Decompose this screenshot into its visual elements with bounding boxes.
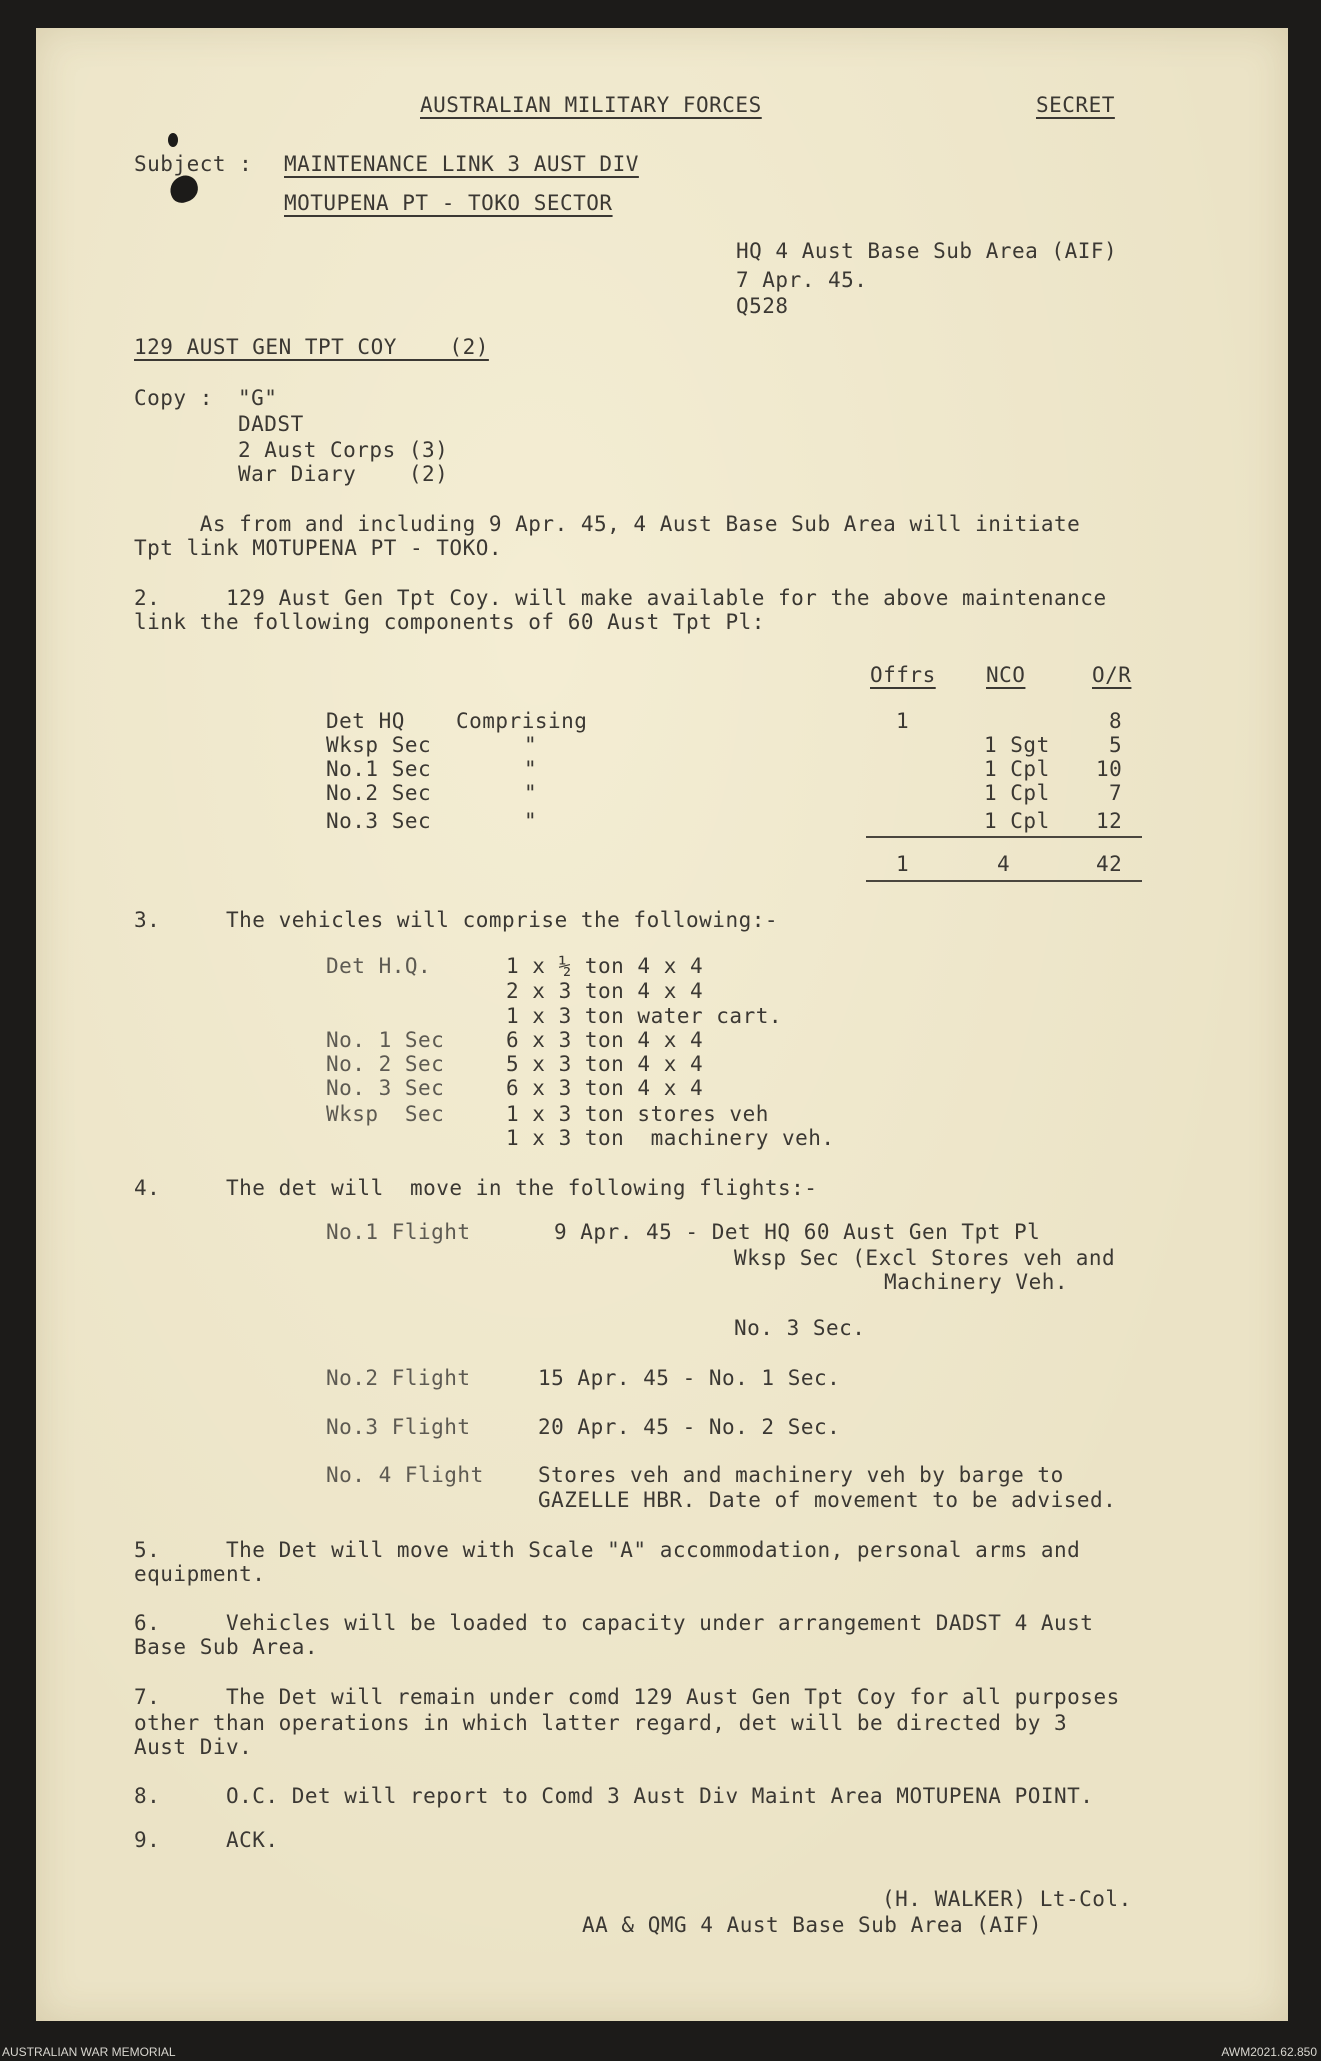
subject-line-1: MAINTENANCE LINK 3 AUST DIV (284, 152, 639, 176)
typed-memo (36, 28, 1288, 2021)
vehicle-unit: No. 3 Sec (326, 1076, 445, 1100)
column-header-or: O/R (1092, 663, 1132, 687)
archive-footer-left: AUSTRALIAN WAR MEMORIAL (2, 2045, 176, 2059)
paragraph-4-intro: 4. The det will move in the following flights:- (134, 1176, 818, 1200)
vehicle-item: 6 x 3 ton 4 x 4 (506, 1076, 704, 1100)
vehicle-item: 2 x 3 ton 4 x 4 (506, 979, 704, 1003)
table-row-note: " (524, 781, 538, 805)
vehicle-item: 5 x 3 ton 4 x 4 (506, 1052, 704, 1076)
memo-title: AUSTRALIAN MILITARY FORCES (420, 93, 762, 117)
vehicle-unit: Det H.Q. (326, 954, 432, 978)
archive-footer-right: AWM2021.62.850 (1221, 2045, 1317, 2059)
document-sheet (36, 28, 1288, 2021)
flight-detail: 9 Apr. 45 - Det HQ 60 Aust Gen Tpt Pl (554, 1220, 1041, 1244)
vehicle-item: 6 x 3 ton 4 x 4 (506, 1028, 704, 1052)
column-header-offrs: Offrs (870, 663, 936, 687)
table-row-unit: No.1 Sec (326, 757, 432, 781)
table-divider (866, 836, 1142, 838)
table-row-or: 10 (1096, 757, 1123, 781)
paragraph-7-line: Aust Div. (134, 1735, 253, 1759)
flight-label: No. 4 Flight (326, 1463, 484, 1487)
signature-name: (H. WALKER) Lt-Col. (882, 1887, 1132, 1911)
copy-recipient: "G" (238, 386, 278, 410)
vehicle-unit: No. 1 Sec (326, 1028, 445, 1052)
paragraph-3-intro: 3. The vehicles will comprise the following:- (134, 908, 779, 932)
table-row-nco: 1 Cpl (984, 757, 1050, 781)
copy-recipient: DADST (238, 412, 304, 436)
paragraph-8: 8. O.C. Det will report to Comd 3 Aust Div Maint Area MOTUPENA POINT. (134, 1784, 1094, 1808)
table-row-unit: Wksp Sec (326, 733, 432, 757)
total-offrs: 1 (896, 852, 910, 876)
addressee: 129 AUST GEN TPT COY (2) (134, 335, 489, 359)
paragraph-1-line: As from and including 9 Apr. 45, 4 Aust Base Sub Area will initiate (134, 512, 1081, 536)
flight-detail: No. 3 Sec. (734, 1316, 866, 1340)
paragraph-6-line: 6. Vehicles will be loaded to capacity under arrangement DADST 4 Aust (134, 1611, 1094, 1635)
subject-line-2: MOTUPENA PT - TOKO SECTOR (284, 191, 613, 215)
flight-label: No.1 Flight (326, 1220, 471, 1244)
table-row-unit: No.2 Sec (326, 781, 432, 805)
table-row-or: 8 (1109, 709, 1123, 733)
paragraph-2-line: 2. 129 Aust Gen Tpt Coy. will make available for the above maintenance (134, 586, 1107, 610)
signature-title: AA & QMG 4 Aust Base Sub Area (AIF) (582, 1913, 1043, 1937)
table-row-nco: 1 Cpl (984, 809, 1050, 833)
copy-label: Copy : (134, 386, 213, 410)
copy-recipient: War Diary (2) (238, 462, 449, 486)
flight-label: No.2 Flight (326, 1366, 471, 1390)
vehicle-item: 1 x 3 ton stores veh (506, 1102, 769, 1126)
origin-date: 7 Apr. 45. (736, 268, 868, 292)
table-row-note: " (524, 809, 538, 833)
table-row-offrs: 1 (896, 709, 910, 733)
flight-detail: Stores veh and machinery veh by barge to (538, 1463, 1064, 1487)
flight-detail: 15 Apr. 45 - No. 1 Sec. (538, 1366, 841, 1390)
table-row-or: 12 (1096, 809, 1123, 833)
table-row-note: " (524, 757, 538, 781)
paragraph-1-line: Tpt link MOTUPENA PT - TOKO. (134, 536, 503, 560)
vehicle-unit: Wksp Sec (326, 1102, 445, 1126)
table-row-or: 7 (1109, 781, 1123, 805)
table-row-note: Comprising (456, 709, 588, 733)
paragraph-2-line: link the following components of 60 Aust Tpt Pl: (134, 610, 765, 634)
total-or: 42 (1096, 852, 1123, 876)
vehicle-unit: No. 2 Sec (326, 1052, 445, 1076)
total-nco: 4 (997, 852, 1011, 876)
table-row-unit: Det HQ (326, 709, 405, 733)
column-header-nco: NCO (986, 663, 1026, 687)
subject-label: Subject : (134, 152, 253, 176)
flight-detail: Wksp Sec (Excl Stores veh and (734, 1246, 1116, 1270)
paragraph-6-line: Base Sub Area. (134, 1635, 319, 1659)
vehicle-item: 1 x 3 ton water cart. (506, 1004, 783, 1028)
table-row-nco: 1 Cpl (984, 781, 1050, 805)
flight-detail: GAZELLE HBR. Date of movement to be advised. (538, 1488, 1117, 1512)
origin-reference: Q528 (736, 294, 789, 318)
table-total-rule (866, 880, 1142, 882)
paragraph-7-line: other than operations in which latter regard, det will be directed by 3 (134, 1711, 1068, 1735)
table-row-note: " (524, 733, 538, 757)
table-row-unit: No.3 Sec (326, 809, 432, 833)
flight-detail: 20 Apr. 45 - No. 2 Sec. (538, 1415, 841, 1439)
table-row-nco: 1 Sgt (984, 733, 1050, 757)
paragraph-5-line: equipment. (134, 1562, 266, 1586)
copy-recipient: 2 Aust Corps (3) (238, 438, 449, 462)
vehicle-item: 1 x 3 ton machinery veh. (506, 1126, 835, 1150)
paragraph-5-line: 5. The Det will move with Scale "A" accommodation, personal arms and (134, 1538, 1081, 1562)
paragraph-7-line: 7. The Det will remain under comd 129 Aust Gen Tpt Coy for all purposes (134, 1685, 1120, 1709)
flight-detail: Machinery Veh. (884, 1270, 1069, 1294)
paragraph-9: 9. ACK. (134, 1828, 279, 1852)
table-row-or: 5 (1109, 733, 1123, 757)
vehicle-item: 1 x ½ ton 4 x 4 (506, 954, 704, 978)
origin-hq: HQ 4 Aust Base Sub Area (AIF) (736, 239, 1118, 263)
classification-label: SECRET (1036, 93, 1115, 117)
flight-label: No.3 Flight (326, 1415, 471, 1439)
